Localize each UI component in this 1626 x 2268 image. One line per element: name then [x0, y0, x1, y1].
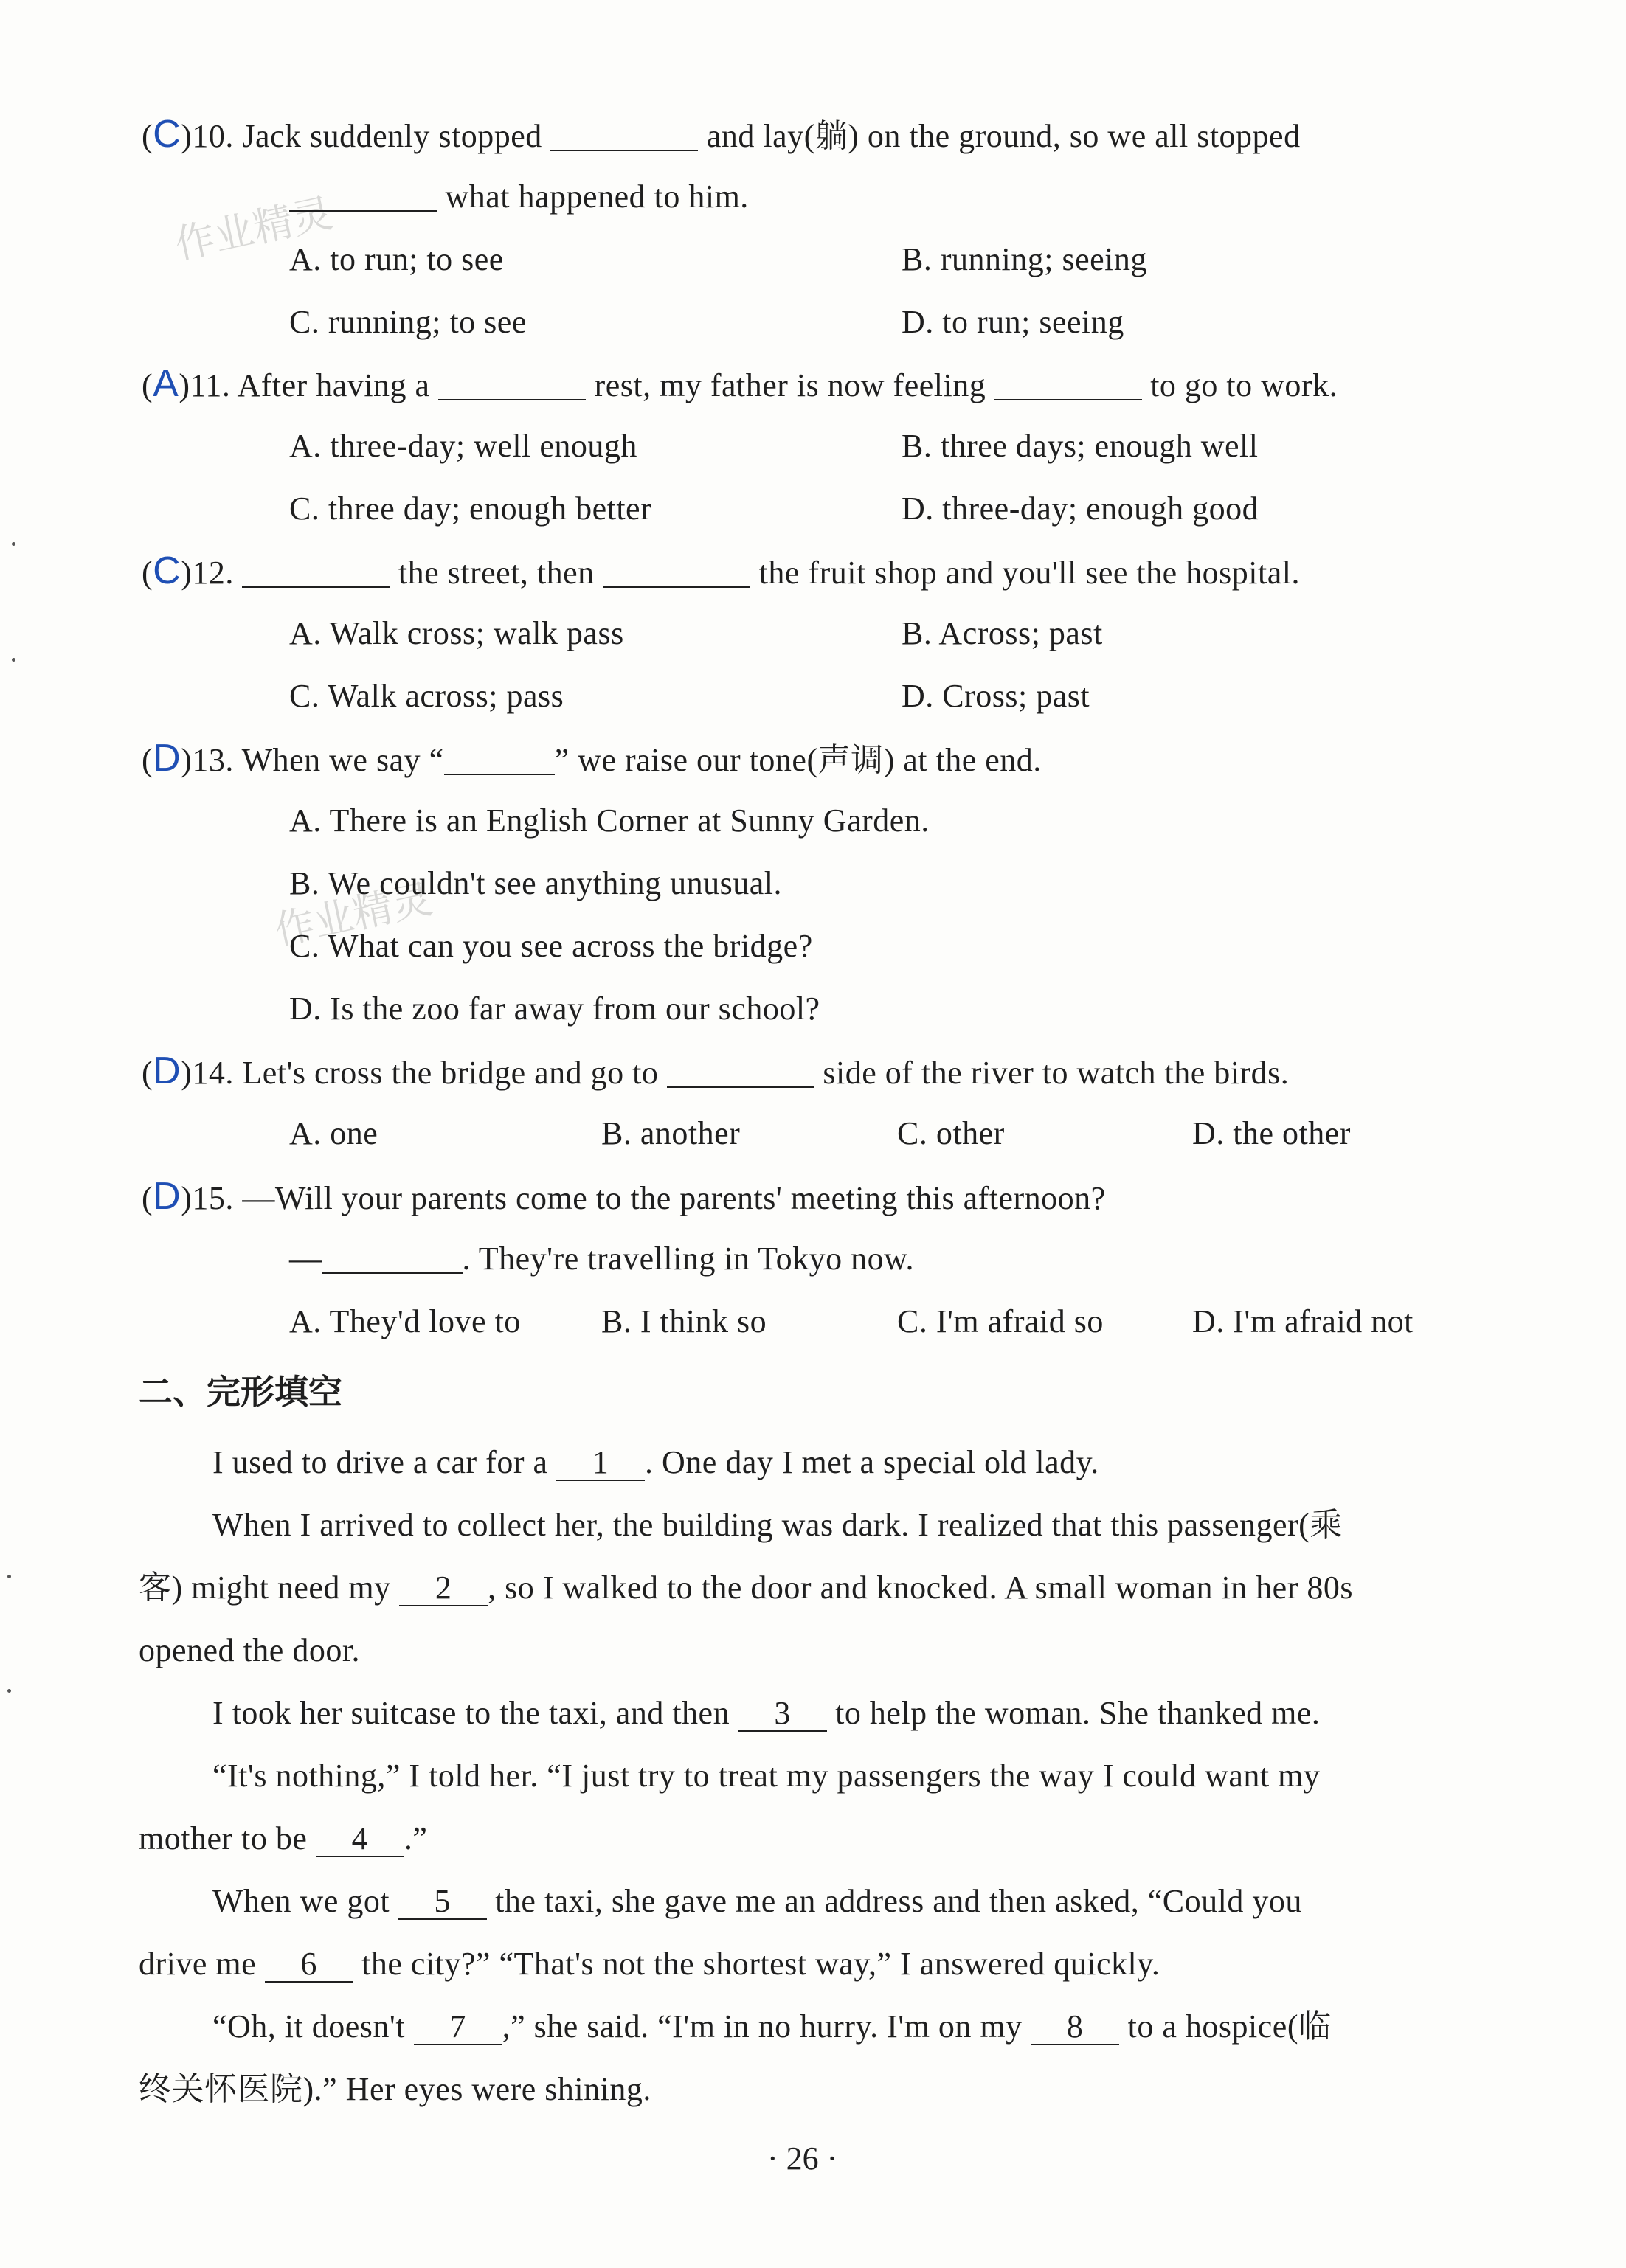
passage-paragraph-2-line-3: opened the door.: [139, 1632, 361, 1668]
numbered-blank: 1: [556, 1446, 645, 1481]
passage-paragraph-4-line-2: mother to be 4 .”: [139, 1820, 428, 1856]
option-c: C. I'm afraid so: [897, 1303, 1104, 1339]
numbered-blank: 7: [414, 2010, 502, 2045]
answer-mark: D: [153, 737, 181, 780]
question-15-reply: — . They're travelling in Tokyo now.: [289, 1241, 914, 1277]
numbered-blank: 6: [265, 1947, 353, 1983]
answer-blank: [550, 120, 698, 151]
answer-blank: [438, 370, 586, 400]
answer-blank: [242, 557, 390, 588]
watermark: 作业精灵: [270, 875, 437, 954]
option-a: A. to run; to see: [289, 241, 504, 277]
answer-blank: [322, 1243, 463, 1274]
option-a: A. There is an English Corner at Sunny Garden.: [289, 802, 930, 839]
answer-blank: [444, 744, 555, 775]
question-11-stem: (A)11. After having a rest, my father is now feeling to go to work.: [142, 362, 1338, 405]
question-10-stem-cont: what happened to him.: [289, 175, 749, 219]
question-10-stem: (C)10. Jack suddenly stopped and lay(躺) on the ground, so we all stopped: [142, 113, 1301, 156]
option-d: D. the other: [1192, 1115, 1351, 1151]
option-a: A. They'd love to: [289, 1303, 521, 1339]
passage-paragraph-6-line-1: “Oh, it doesn't 7 ,” she said. “I'm in no hurry. I'm on my 8 to a hospice(临: [212, 2008, 1332, 2045]
section-title: 二、完形填空: [139, 1372, 342, 1412]
answer-mark: C: [153, 549, 181, 592]
answer-mark: A: [153, 362, 179, 405]
numbered-blank: 3: [738, 1696, 827, 1732]
option-b: B. I think so: [601, 1303, 767, 1339]
option-b: B. three days; enough well: [902, 428, 1259, 464]
option-d: D. three-day; enough good: [902, 490, 1259, 527]
passage-paragraph-6-line-2: 终关怀医院).” Her eyes were shining.: [139, 2071, 651, 2107]
option-a: A. Walk cross; walk pass: [289, 615, 624, 651]
answer-blank: [667, 1057, 814, 1088]
answer-blank: [289, 181, 437, 212]
option-b: B. We couldn't see anything unusual.: [289, 865, 783, 901]
margin-mark: [12, 658, 15, 662]
answer-mark: D: [153, 1175, 181, 1218]
passage-paragraph-4-line-1: “It's nothing,” I told her. “I just try to treat my passengers the way I could want my: [212, 1758, 1321, 1794]
question-13-stem: (D)13. When we say “ ” we raise our tone(声调) at the end.: [142, 737, 1042, 780]
option-d: D. I'm afraid not: [1192, 1303, 1414, 1339]
numbered-blank: 4: [316, 1822, 404, 1857]
numbered-blank: 2: [399, 1571, 488, 1606]
option-d: D. Cross; past: [902, 678, 1090, 714]
option-c: C. other: [897, 1115, 1005, 1151]
option-c: C. three day; enough better: [289, 490, 652, 527]
margin-mark: [12, 542, 15, 546]
option-b: B. Across; past: [902, 615, 1103, 651]
passage-paragraph-2-line-1: When I arrived to collect her, the building was dark. I realized that this passenger(乘: [212, 1507, 1343, 1543]
option-c: C. Walk across; pass: [289, 678, 564, 714]
option-d: D. Is the zoo far away from our school?: [289, 991, 820, 1027]
passage-paragraph-3: I took her suitcase to the taxi, and then 3 to help the woman. She thanked me.: [212, 1695, 1321, 1731]
margin-mark: [7, 1689, 11, 1693]
numbered-blank: 8: [1031, 2010, 1119, 2045]
question-15-stem: (D)15. —Will your parents come to the parents' meeting this afternoon?: [142, 1175, 1106, 1218]
answer-blank: [603, 557, 750, 588]
watermark: 作业精灵: [170, 190, 337, 268]
answer-blank: [994, 370, 1142, 400]
option-a: A. one: [289, 1115, 378, 1151]
question-14-stem: (D)14. Let's cross the bridge and go to side of the river to watch the birds.: [142, 1050, 1290, 1092]
option-b: B. another: [601, 1115, 741, 1151]
option-c: C. What can you see across the bridge?: [289, 928, 813, 964]
passage-paragraph-5-line-2: drive me 6 the city?” “That's not the shortest way,” I answered quickly.: [139, 1946, 1160, 1982]
option-c: C. running; to see: [289, 304, 527, 340]
option-b: B. running; seeing: [902, 241, 1147, 277]
question-12-stem: (C)12. the street, then the fruit shop and you'll see the hospital.: [142, 549, 1300, 592]
margin-mark: [7, 1575, 11, 1578]
option-d: D. to run; seeing: [902, 304, 1124, 340]
answer-mark: C: [153, 113, 181, 156]
page-number: · 26 ·: [767, 2140, 838, 2177]
answer-mark: D: [153, 1050, 181, 1092]
passage-paragraph-5-line-1: When we got 5 the taxi, she gave me an address and then asked, “Could you: [212, 1883, 1302, 1919]
passage-paragraph-1: I used to drive a car for a 1 . One day I met a special old lady.: [212, 1444, 1099, 1480]
passage-paragraph-2-line-2: 客) might need my 2 , so I walked to the door and knocked. A small woman in her 80s: [139, 1570, 1353, 1606]
option-a: A. three-day; well enough: [289, 428, 637, 464]
numbered-blank: 5: [398, 1884, 487, 1920]
